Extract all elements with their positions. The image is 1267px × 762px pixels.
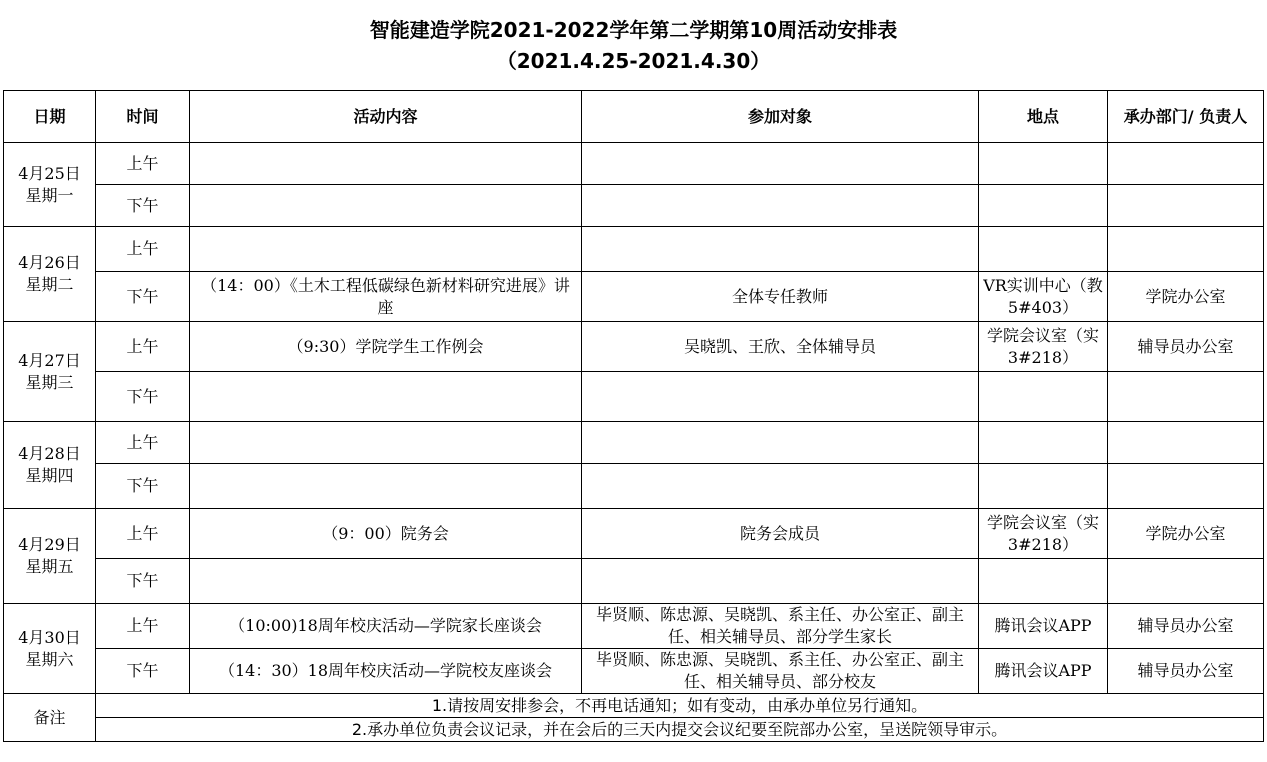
content-cell: （14：30）18周年校庆活动—学院校友座谈会 [190, 649, 582, 694]
date-text: 4月25日 [18, 163, 81, 183]
time-cell: 上午 [96, 227, 190, 272]
location-cell [979, 372, 1108, 422]
date-cell [4, 227, 96, 322]
table-row [4, 604, 1264, 649]
date-cell [4, 143, 96, 227]
notes-row [4, 694, 1264, 718]
content-cell: （9：00）院务会 [190, 509, 582, 559]
organizer-cell [1108, 422, 1264, 464]
content-cell: （14：00）《土木工程低碳绿色新材料研究进展》讲座 [190, 272, 582, 322]
participants-cell: 毕贤顺、陈忠源、吴晓凯、系主任、办公室正、副主任、相关辅导员、部分校友 [582, 649, 979, 694]
date-cell [4, 604, 96, 694]
date-text: 4月29日 [18, 535, 81, 554]
content-cell [190, 227, 582, 272]
location-cell: 腾讯会议APP [979, 604, 1108, 649]
date-text: 4月28日 [18, 444, 81, 463]
organizer-cell: 学院办公室 [1108, 272, 1264, 322]
organizer-cell: 学院办公室 [1108, 509, 1264, 559]
content-cell [190, 185, 582, 227]
date-cell [4, 509, 96, 604]
table-row [4, 272, 1264, 322]
time-cell: 上午 [96, 143, 190, 185]
time-cell: 上午 [96, 604, 190, 649]
time-cell: 下午 [96, 464, 190, 509]
table-row [4, 464, 1264, 509]
content-cell [190, 559, 582, 604]
time-cell: 下午 [96, 272, 190, 322]
table-row [4, 559, 1264, 604]
time-cell: 上午 [96, 509, 190, 559]
content-cell [190, 372, 582, 422]
table-row [4, 422, 1264, 464]
organizer-cell [1108, 185, 1264, 227]
weekday-text: 星期一 [25, 185, 74, 205]
note-line: 2.承办单位负责会议记录，并在会后的三天内提交会议纪要至院部办公室，呈送院领导审示。 [96, 718, 1264, 742]
participants-cell [582, 143, 979, 185]
organizer-cell: 辅导员办公室 [1108, 322, 1264, 372]
participants-cell [582, 185, 979, 227]
participants-cell: 院务会成员 [582, 509, 979, 559]
header-content: 活动内容 [190, 91, 582, 143]
table-row [4, 649, 1264, 694]
time-cell: 下午 [96, 372, 190, 422]
header-organizer: 承办部门/ 负责人 [1108, 91, 1264, 143]
content-cell: （9:30）学院学生工作例会 [190, 322, 582, 372]
organizer-cell [1108, 372, 1264, 422]
location-cell [979, 185, 1108, 227]
table-row [4, 322, 1264, 372]
time-cell: 上午 [96, 422, 190, 464]
weekday-text: 星期五 [25, 557, 74, 576]
time-cell: 下午 [96, 649, 190, 694]
date-text: 4月30日 [18, 627, 81, 647]
location-cell: VR实训中心（教5#403） [979, 272, 1108, 322]
organizer-cell: 辅导员办公室 [1108, 649, 1264, 694]
date-text: 4月26日 [18, 253, 81, 272]
weekday-text: 星期二 [25, 275, 74, 294]
schedule-table [3, 90, 1264, 742]
participants-cell: 毕贤顺、陈忠源、吴晓凯、系主任、办公室正、副主任、相关辅导员、部分学生家长 [582, 604, 979, 649]
content-cell [190, 422, 582, 464]
participants-cell: 吴晓凯、王欣、全体辅导员 [582, 322, 979, 372]
participants-cell [582, 464, 979, 509]
table-row [4, 185, 1264, 227]
table-row [4, 372, 1264, 422]
table-row [4, 143, 1264, 185]
header-row [4, 91, 1264, 143]
table-row [4, 509, 1264, 559]
organizer-cell [1108, 464, 1264, 509]
location-cell: 学院会议室（实3#218） [979, 509, 1108, 559]
content-cell [190, 464, 582, 509]
participants-cell [582, 372, 979, 422]
participants-cell [582, 422, 979, 464]
notes-label: 备注 [4, 694, 96, 742]
header-location: 地点 [979, 91, 1108, 143]
weekday-text: 星期四 [25, 466, 74, 485]
location-cell [979, 143, 1108, 185]
location-cell [979, 422, 1108, 464]
organizer-cell: 辅导员办公室 [1108, 604, 1264, 649]
weekday-text: 星期六 [25, 649, 74, 669]
date-text: 4月27日 [18, 350, 81, 370]
notes-row [4, 718, 1264, 742]
weekday-text: 星期三 [25, 372, 74, 392]
time-cell: 下午 [96, 185, 190, 227]
header-time: 时间 [96, 91, 190, 143]
time-cell: 上午 [96, 322, 190, 372]
page-title: 智能建造学院2021-2022学年第二学期第10周活动安排表 [369, 18, 898, 42]
participants-cell: 全体专任教师 [582, 272, 979, 322]
time-cell: 下午 [96, 559, 190, 604]
location-cell [979, 227, 1108, 272]
location-cell: 学院会议室（实3#218） [979, 322, 1108, 372]
note-line: 1.请按周安排参会，不再电话通知；如有变动，由承办单位另行通知。 [96, 694, 1264, 718]
organizer-cell [1108, 559, 1264, 604]
header-participants: 参加对象 [582, 91, 979, 143]
page-subtitle: （2021.4.25-2021.4.30） [496, 49, 771, 73]
content-cell: （10:00)18周年校庆活动—学院家长座谈会 [190, 604, 582, 649]
header-date: 日期 [4, 91, 96, 143]
location-cell [979, 464, 1108, 509]
location-cell: 腾讯会议APP [979, 649, 1108, 694]
table-row [4, 227, 1264, 272]
organizer-cell [1108, 143, 1264, 185]
date-cell [4, 422, 96, 509]
date-cell [4, 322, 96, 422]
content-cell [190, 143, 582, 185]
location-cell [979, 559, 1108, 604]
participants-cell [582, 227, 979, 272]
organizer-cell [1108, 227, 1264, 272]
participants-cell [582, 559, 979, 604]
